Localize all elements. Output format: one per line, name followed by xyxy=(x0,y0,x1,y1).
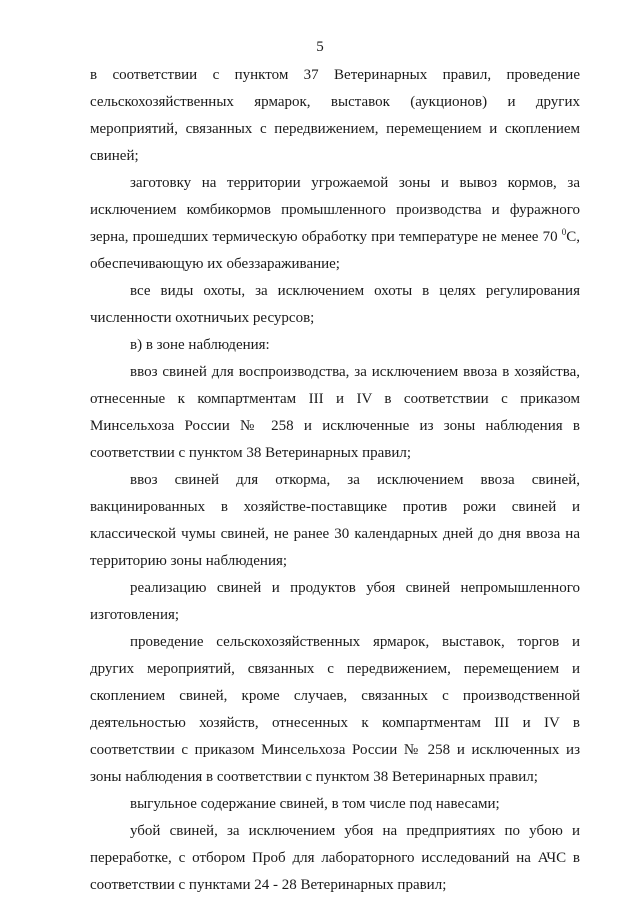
paragraph xyxy=(90,170,580,278)
paragraph-text-tail: , обеспечивающую их обеззараживание; xyxy=(90,229,581,272)
paragraph: в соответствии с пунктом 37 Ветеринарных правил, проведение сельскохозяйственных ярмарок, выставок (аукционов) и других мероприятий, связанных с передвижением, перемещением и скоплением свиней; xyxy=(90,67,580,164)
temperature-unit: С xyxy=(566,229,577,245)
paragraph: проведение сельскохозяйственных ярмарок, выставок, торгов и других мероприятий, связанных с передвижением, перемещением и скоплением свиней, кроме случаев, связанных с производственной деятельностью хозяйств, отнесенных к компартментам III и IV в соответствии с приказом Минсельхоза России № 258 и исключенных из зоны наблюдения в соответствии с пунктом 38 Ветеринарных правил; xyxy=(90,634,580,785)
page-number: 5 xyxy=(316,39,324,55)
paragraph: все виды охоты, за исключением охоты в целях регулирования численности охотничьих ресурсов; xyxy=(90,283,580,326)
paragraph-text: заготовку на территории угрожаемой зоны и вывоз кормов, за исключением комбикормов промышленного производства и фуражного зерна, прошедших термическую обработку при температуре не менее xyxy=(90,175,580,245)
section-heading: в) в зоне наблюдения: xyxy=(130,337,270,353)
temperature-value: 70 xyxy=(542,229,558,245)
paragraph: выгульное содержание свиней, в том числе под навесами; xyxy=(130,796,500,812)
paragraph: убой свиней, за исключением убоя на предприятиях по убою и переработке, с отбором Проб для лабораторного исследований на АЧС в соответствии с пунктами 24 - 28 Ветеринарных правил; xyxy=(90,823,580,893)
temperature-degree: 0 xyxy=(561,227,567,237)
document-body xyxy=(90,62,580,899)
paragraph: ввоз свиней для воспроизводства, за исключением ввоза в хозяйства, отнесенные к компартментам III и IV в соответствии с приказом Минсельхоза России № 258 и исключенные из зоны наблюдения в соответствии с пунктом 38 Ветеринарных правил; xyxy=(90,364,580,461)
paragraph: ввоз свиней для откорма, за исключением ввоза свиней, вакцинированных в хозяйстве-поставщике против рожи свиней и классической чумы свиней, не ранее 30 календарных дней до дня ввоза на территорию зоны наблюдения; xyxy=(90,472,580,569)
paragraph: реализацию свиней и продуктов убоя свиней непромышленного изготовления; xyxy=(90,580,580,623)
